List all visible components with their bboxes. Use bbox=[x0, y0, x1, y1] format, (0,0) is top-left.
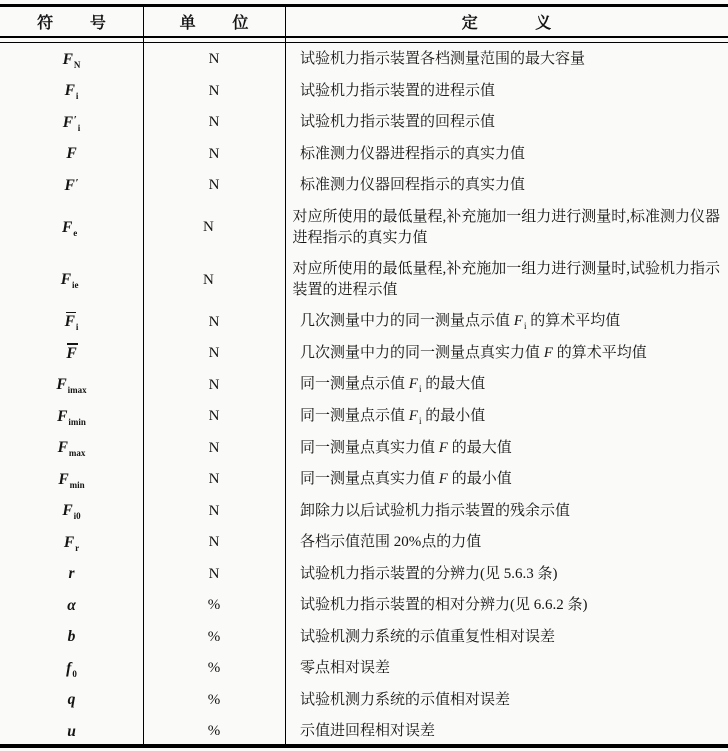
table-row bbox=[0, 496, 728, 528]
symbol-base: r bbox=[68, 565, 75, 583]
table-row bbox=[0, 202, 728, 255]
definition-cell bbox=[285, 622, 728, 654]
table-row bbox=[0, 464, 728, 496]
table-row bbox=[0, 527, 728, 559]
inline-math: $F_i$ bbox=[513, 313, 527, 332]
table-row bbox=[0, 44, 728, 76]
symbol-subscript: ie bbox=[72, 280, 79, 291]
definition-cell bbox=[285, 433, 728, 465]
symbol-text bbox=[66, 345, 76, 363]
header-divider-thick bbox=[0, 36, 728, 38]
table-row bbox=[0, 370, 728, 402]
table-row bbox=[0, 716, 728, 748]
definition-line: 同一测量点真实力值 F 的最大值 bbox=[300, 439, 512, 456]
definition-line: 几次测量中力的同一测量点真实力值 F 的算术平均值 bbox=[300, 345, 647, 362]
symbol-text bbox=[63, 114, 80, 132]
unit-cell: N bbox=[208, 534, 220, 551]
symbol-base: α bbox=[67, 596, 76, 614]
symbol-cell bbox=[0, 254, 139, 307]
unit-cell: % bbox=[207, 597, 221, 614]
definition-cell bbox=[285, 685, 728, 717]
unit-cell: N bbox=[208, 51, 220, 68]
symbol-subscript: i bbox=[77, 122, 81, 133]
definition-line: 同一测量点真实力值 F 的最小值 bbox=[300, 471, 512, 488]
unit-cell: N bbox=[208, 439, 220, 456]
symbol-cell bbox=[0, 559, 143, 591]
inline-math: $F_i$ bbox=[408, 376, 422, 395]
symbol-subscript: min bbox=[69, 479, 85, 490]
symbol-base: F bbox=[56, 376, 67, 394]
symbol-base: F bbox=[64, 176, 75, 194]
definition-line: 对应所使用的最低量程,补充施加一组力进行测量时,试验机力指示 bbox=[292, 261, 720, 278]
symbol-subscript: r bbox=[75, 542, 80, 553]
symbol-base: b bbox=[67, 628, 76, 646]
unit-cell: N bbox=[208, 82, 220, 99]
unit-cell: N bbox=[202, 219, 214, 236]
symbol-cell bbox=[0, 107, 143, 139]
definition-cell bbox=[285, 559, 728, 591]
symbol-cell bbox=[0, 590, 143, 622]
definition-cell bbox=[277, 202, 728, 255]
definition-cell bbox=[285, 401, 728, 433]
symbol-cell bbox=[0, 202, 139, 255]
symbol-text bbox=[67, 597, 76, 615]
symbol-text bbox=[68, 628, 76, 646]
symbol-overbar: F bbox=[64, 313, 75, 331]
unit-cell: % bbox=[207, 691, 221, 708]
definition-line: 标准测力仪器进程指示的真实力值 bbox=[300, 145, 526, 162]
definition-line: 各档示值范围 20%点的力值 bbox=[300, 534, 482, 551]
definition-cell bbox=[285, 653, 728, 685]
unit-cell: N bbox=[208, 177, 220, 194]
table-row bbox=[0, 401, 728, 433]
symbol-subscript: i0 bbox=[73, 511, 81, 522]
unit-cell: % bbox=[207, 723, 221, 740]
symbol-text bbox=[57, 408, 86, 426]
unit-cell: % bbox=[207, 628, 221, 645]
header-definition bbox=[285, 7, 728, 36]
definition-line: 装置的进程示值 bbox=[292, 282, 398, 299]
symbol-cell bbox=[0, 527, 143, 559]
symbol-subscript: max bbox=[68, 448, 86, 459]
table-row bbox=[0, 254, 728, 307]
header-unit-label: 单位 bbox=[179, 15, 286, 32]
table-row bbox=[0, 307, 728, 339]
definition-cell bbox=[285, 527, 728, 559]
unit-cell: N bbox=[208, 408, 220, 425]
unit-cell: N bbox=[208, 565, 220, 582]
table-body bbox=[0, 44, 728, 748]
symbol-subscript: imax bbox=[67, 385, 87, 396]
definition-cell bbox=[285, 76, 728, 108]
symbol-text bbox=[65, 313, 79, 331]
definition-cell bbox=[285, 464, 728, 496]
symbol-text bbox=[68, 565, 74, 583]
definition-cell bbox=[285, 44, 728, 76]
symbol-cell bbox=[0, 370, 143, 402]
symbol-text bbox=[62, 219, 77, 237]
symbol-subscript: e bbox=[73, 227, 78, 238]
unit-cell: N bbox=[208, 345, 220, 362]
symbol-base: F bbox=[57, 439, 68, 457]
definition-cell bbox=[277, 254, 728, 307]
symbol-subscript: 0 bbox=[72, 668, 77, 679]
table-row bbox=[0, 590, 728, 622]
symbol-base: F bbox=[57, 407, 68, 425]
table-row bbox=[0, 653, 728, 685]
definition-cell bbox=[285, 170, 728, 202]
inline-math: $F_i$ bbox=[408, 407, 422, 426]
symbol-subscript: N bbox=[73, 59, 81, 70]
definition-line: 几次测量中力的同一测量点示值 $F_i$ 的算术平均值 bbox=[300, 313, 621, 332]
table-row bbox=[0, 559, 728, 591]
symbol-prime: ′ bbox=[75, 176, 79, 189]
header-divider-thin bbox=[0, 42, 728, 43]
definition-line: 试验机测力系统的示值重复性相对误差 bbox=[300, 628, 556, 645]
unit-cell: N bbox=[208, 313, 220, 330]
column-divider-2 bbox=[285, 4, 286, 747]
definition-line: 试验机力指示装置的回程示值 bbox=[300, 114, 496, 131]
symbol-cell bbox=[0, 622, 143, 654]
symbol-text bbox=[61, 271, 79, 289]
unit-cell: N bbox=[208, 145, 220, 162]
table-row bbox=[0, 107, 728, 139]
definition-cell bbox=[285, 496, 728, 528]
symbol-cell bbox=[0, 716, 143, 748]
header-definition-label: 定义 bbox=[461, 15, 609, 32]
symbol-cell bbox=[0, 338, 143, 370]
definition-line: 零点相对误差 bbox=[300, 660, 391, 677]
definition-cell bbox=[285, 338, 728, 370]
table-row bbox=[0, 338, 728, 370]
inline-math: F bbox=[438, 471, 448, 488]
symbol-base: u bbox=[67, 722, 76, 740]
inline-math-subscript: i bbox=[418, 415, 422, 426]
table-row bbox=[0, 170, 728, 202]
symbol-text bbox=[63, 51, 81, 69]
definition-cell bbox=[285, 590, 728, 622]
definition-line: 试验机力指示装置的分辨力(见 5.6.3 条) bbox=[300, 565, 558, 582]
definition-line: 试验机力指示装置各档测量范围的最大容量 bbox=[300, 51, 586, 68]
definition-line: 标准测力仪器回程指示的真实力值 bbox=[300, 177, 526, 194]
definition-line: 卸除力以后试验机力指示装置的残余示值 bbox=[300, 502, 571, 519]
table-row bbox=[0, 76, 728, 108]
unit-cell: N bbox=[202, 271, 214, 288]
symbol-cell bbox=[0, 401, 143, 433]
definition-line: 同一测量点示值 $F_i$ 的最大值 bbox=[300, 376, 486, 395]
symbol-base: F bbox=[62, 50, 73, 68]
symbol-text bbox=[58, 439, 86, 457]
symbol-text bbox=[66, 660, 77, 678]
symbol-base: F bbox=[63, 533, 75, 551]
definition-line: 示值进回程相对误差 bbox=[300, 723, 436, 740]
symbol-base: F bbox=[61, 218, 73, 236]
definition-line: 试验机力指示装置的进程示值 bbox=[300, 82, 496, 99]
symbol-cell bbox=[0, 653, 143, 685]
unit-cell: N bbox=[208, 114, 220, 131]
column-divider-1 bbox=[143, 4, 144, 747]
symbol-base: F bbox=[60, 271, 72, 289]
table-row bbox=[0, 685, 728, 717]
symbol-text bbox=[68, 691, 76, 709]
inline-math: F bbox=[438, 439, 448, 456]
header-symbol bbox=[0, 7, 143, 36]
symbol-cell bbox=[0, 139, 143, 171]
header-unit bbox=[143, 7, 285, 36]
symbol-base: F bbox=[62, 113, 74, 131]
symbol-cell bbox=[0, 307, 143, 339]
definition-cell bbox=[285, 107, 728, 139]
definition-line: 进程指示的真实力值 bbox=[292, 229, 428, 246]
inline-math: F bbox=[543, 345, 553, 362]
definition-line: 对应所使用的最低量程,补充施加一组力进行测量时,标准测力仪器 bbox=[292, 208, 720, 225]
definition-line: 同一测量点示值 $F_i$ 的最小值 bbox=[300, 407, 486, 426]
table-header-row bbox=[0, 7, 728, 36]
inline-math-subscript: i bbox=[418, 384, 422, 395]
unit-cell: N bbox=[208, 502, 220, 519]
symbol-cell bbox=[0, 685, 143, 717]
symbol-text bbox=[65, 82, 79, 100]
symbol-text bbox=[62, 502, 80, 520]
symbol-cell bbox=[0, 170, 143, 202]
table-row bbox=[0, 433, 728, 465]
inline-math-subscript: i bbox=[523, 321, 527, 332]
unit-cell: N bbox=[208, 376, 220, 393]
header-symbol-label: 符号 bbox=[37, 15, 143, 32]
unit-cell: N bbox=[208, 471, 220, 488]
symbol-base: q bbox=[67, 691, 76, 709]
symbol-cell bbox=[0, 464, 143, 496]
symbol-base: F bbox=[58, 470, 69, 488]
symbol-text bbox=[58, 471, 84, 489]
symbol-subscript: i bbox=[75, 91, 79, 102]
symbol-base: F bbox=[64, 82, 75, 100]
definition-line: 试验机测力系统的示值相对误差 bbox=[300, 691, 511, 708]
symbol-cell bbox=[0, 76, 143, 108]
definition-cell bbox=[285, 307, 728, 339]
symbol-text bbox=[67, 723, 76, 741]
symbol-text bbox=[65, 177, 79, 195]
symbol-text bbox=[56, 376, 86, 394]
definition-cell bbox=[285, 370, 728, 402]
symbol-cell bbox=[0, 496, 143, 528]
symbol-text bbox=[64, 534, 79, 552]
symbol-cell bbox=[0, 433, 143, 465]
unit-cell: % bbox=[207, 660, 221, 677]
symbol-prime: ′ bbox=[73, 113, 77, 126]
symbol-text bbox=[66, 145, 76, 163]
definition-cell bbox=[285, 139, 728, 171]
symbol-cell bbox=[0, 44, 143, 76]
symbol-base: F bbox=[66, 145, 77, 163]
table-bottom-rule bbox=[0, 744, 728, 748]
symbol-subscript: imin bbox=[68, 416, 86, 427]
symbol-base: F bbox=[62, 502, 73, 520]
symbol-base: f bbox=[66, 659, 72, 677]
table-row bbox=[0, 622, 728, 654]
table-row bbox=[0, 139, 728, 171]
definition-line: 试验机力指示装置的相对分辨力(见 6.6.2 条) bbox=[300, 597, 588, 614]
symbol-subscript: i bbox=[75, 322, 79, 333]
symbol-overbar: F bbox=[66, 344, 77, 362]
definition-cell bbox=[285, 716, 728, 748]
